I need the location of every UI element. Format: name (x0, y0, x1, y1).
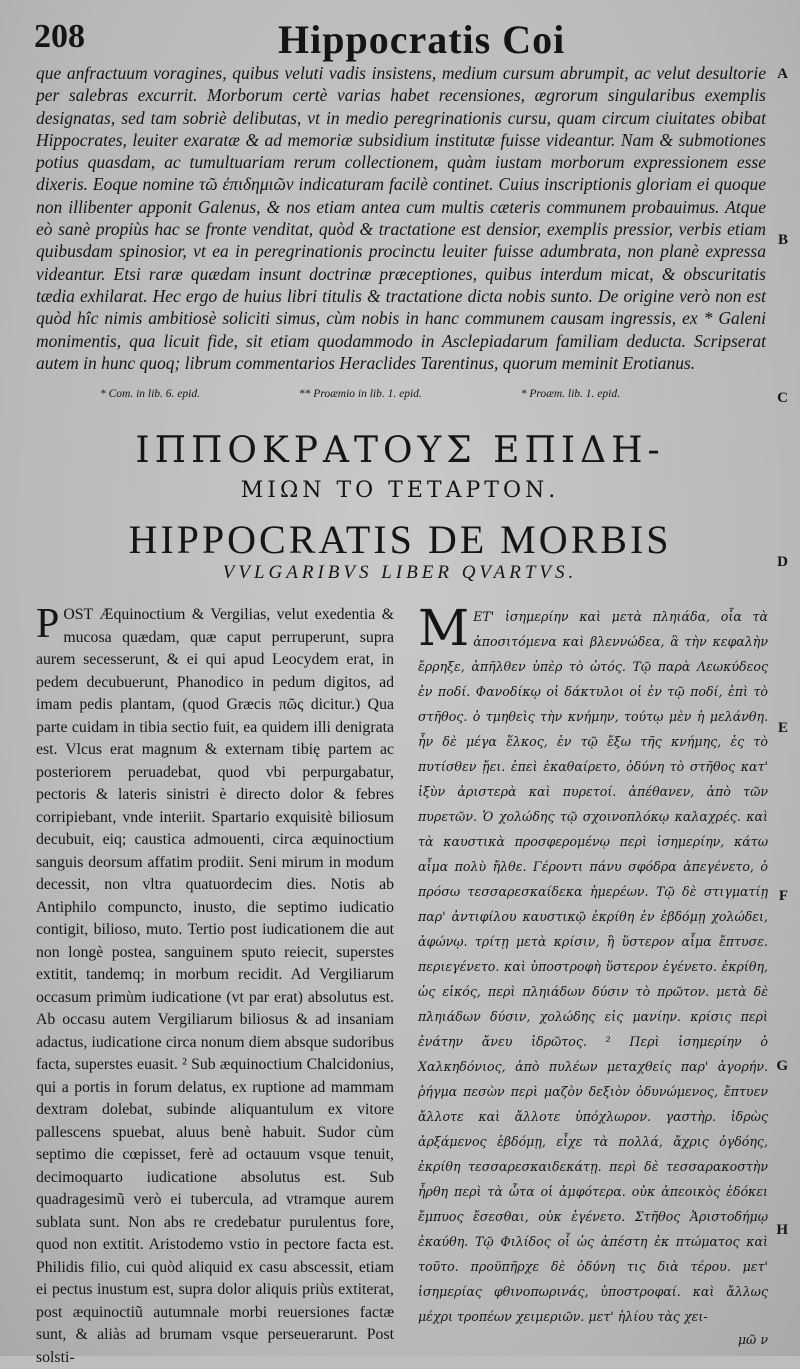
marginal-letter-g: G (776, 1058, 788, 1074)
page-number: 208 (34, 18, 85, 55)
greek-dropcap: Μ (418, 599, 470, 657)
catchword: μῶ ν (737, 1332, 768, 1347)
greek-column-text: ΕΤ' ἰσημερίην καὶ μετὰ πληιάδα, οἷα τὰ ἀποσιτόμενα καὶ βλεννώδεα, ἃ τὴν κεφαλὴν ἔρρηξε, ἀπῆλθεν ὑπὲρ τὸ ὠτός. Τῷ παρὰ Λεωκύδεος ἐν ποδί. Φανοδίκῳ οἱ δάκτυλοι οἱ ἐν τῷ ποδί, ἐπὶ τὸ στῆθος. ὁ τμηθεὶς τὴν κνήμην, τούτῳ μὲν ἡ μελάνθη. ἦν δὲ μέγα ἕλκος, ἐν τῷ ἔξω τῆς κνήμης, ἐς τὸ πυτίσθεν ᾔει. ἐπεὶ ἐκαθαίρετο, ὀδύνη τὸ στῆθος κατ' ἰξὺν ἀριστερὰ καὶ πυρετοί. ἀπέθανεν, ἀπὸ τῶν πυρετῶν. Ὁ χολώδης τῷ σχοινοπλόκῳ καλαχρές. καὶ τὰ καυστικὰ προσφερομένῳ περὶ ἰσημερίην, κάτω αἷμα πολὺ ἤλθε. Γέροντι πάνυ σφόδρα ἀπεγένετο, ὁ πρόσω τεσσαρεσκαίδεκα ἡμερέων. Τῷ δὲ στιγματίῃ παρ' ἀντιφίλου καυστικῷ ἐκρίθη ἐν ἑβδόμῃ χολώδει, ἀφώνῳ. τρίτῃ μετὰ κρίσιν, ἢ ὕστερον αἷμα ἔπτυσε. περιεγένετο. καὶ ὑποστροφὴ ὕστερον ἐγένετο. ἐκρίθη, ὡς εἰκός, περὶ πληιάδων δύσιν τὸ πρῶτον. μετὰ δὲ πληιάδων δύσιν, χολώδης εἰς μανίην. κρίσις περὶ ἐνάτην ἄνευ ἱδρῶτος. ² Περὶ ἰσημερίην ὁ Χαλκηδόνιος, ἀπὸ πυλέων μεταχθείς παρ' ἀγορήν. ῥήγμα πεσὼν περὶ μαζὸν δεξιὸν ὀδυνώμενος, ἔπτυεν ἄλλοτε καὶ ἄλλοτε ὑπόχλωρον. γαστὴρ. ἱδρὼς ἀρξάμενος ἑβδόμῃ, εἶχε τὰ πολλά, ἄχρις ὀγδόης, ἐκρίθη τεσσαρεσκαιδεκάτῃ. περὶ δὲ τεσσαρακοστὴν ἦρθη περὶ τὰ ὦτα οἱ ἀμφότερα. οὐκ ἀπεοικὸς ἐδόκει ἔμπυος ἔσεσθαι, οὐκ ἐγένετο. Στῆθος Ἀριστοδήμῳ ἐκαύθη. Τῷ Φιλίδος οἷ ὡς ἀπέστη ἐκ πτώματος καὶ τοῦτο. προϋπῆρχε δὲ ὀδύνη τις διὰ τέρου. μετ' ἰσημερίας φθινοπωρινάς, ὑποστροφαί. καὶ ἄλλως μέχρι τροπέων χειμεριῶν. μετ' ἡλίου τὰς χει- (418, 609, 768, 1324)
footnote-1: * Com. in lib. 6. epid. (100, 388, 200, 400)
latin-column (36, 601, 394, 1369)
footnote-3: * Proæm. lib. 1. epid. (520, 388, 620, 400)
marginal-letter-a: A (777, 66, 788, 82)
marginal-letter-d: D (777, 554, 788, 570)
preface-paragraph: que anfractuum voragines, quibus veluti vadis insistens, medium cursum abrumpit, ac velut desultorie per salebras excurrit. Morborum certè varias habet recensiones, ægrorum singularibus exemplis designatas, sed tam sobriè delibutas, vt in medio peregrinationis cursu, quam circum ciuitates obibat Hippocrates, leuiter exaratæ & ad memoriæ subsidium institutæ fuisse videantur. Nam & submotiones potius quasdam, ac tumultuariam rerum collectionem, quàm iustam morborum expressionem esse dixeris. Eoque nomine τῶ ἐπιδημιῶν indicaturam facilè continet. Cuius inscriptionis gloriam ei quoque non illibenter apponit Galenus, & nos etiam antea cum multis cæteris communem probauimus. Atque eò sanè propiùs hac se fronte venditat, quòd & tractatione est densior, exemplis pressior, verbis etiam quibusdam spinosior, vt ea in peregrinationis procinctu leuiter fuisse adumbrata, non planè expressa videantur. Etsi raræ quædam insunt doctrinæ præceptiones, quibus interdum micat, & obscuritatis tædia exhilarat. Hec ergo de huius libri titulis & tractatione dicta nobis sunto. De origine verò non est quòd hîc nimis ambitiosè soliciti simus, cùm nobis in hanc communem causam ingressis, ex * Galeni monimentis, qua licuit fide, sit etiam quodammodo in Asclepiadarum familiam deducta. Scripserat autem in hunc quoq; librum commentarios Heraclides Tarentinus, quorum meminit Erotianus. (36, 63, 766, 373)
latin-dropcap: P (36, 601, 60, 647)
latin-column-text: OST Æquinoctium & Vergilias, velut exedentia & mucosa quædam, quæ caput perruperunt, supra aurem secesserunt, & ei qui apud Leocydem erat, in pedem decubuerunt, Phanodico in pedum digitos, ad imam pedis plantam, (quod Græcis πῶς dicitur.) Qua parte cuidam in tibia sectio fuit, ea quidem illi denigrata est. Vlcus erat magnum & externam tibię partem ac posteriorem peruadebat, quod vbi perpurgabatur, pectoris & lateris sinistri è directo dolor & febres corripiebant, vnde interiit. Spartario exquisitè biliosum decubuit, eiq; caustica admouenti, circa æquinoctium sanguis deorsum affatim prodiit. Seni mirum in modum decessit, non vltra quatuordecim dies. Notis ab Antiphilo compuncto, inusto, die septimo iudicatio contigit, bilioso, muto. Tertio post iudicationem die aut non longè postea, sanguinem sputo reiecit, superstes extitit, tandemq; in morbum recidit. Ad Vergiliarum occasum primùm iudicatione (vt par erat) absolutus est. Ab occasu autem Vergiliarum biliosus & ad insaniam adactus, iudicatione circa nonum diem absque sudoribus facta, superstes euasit. ² Sub æquinoctium Chalcidonius, qui a portis in forum delatus, ex ruptione ad mammam dextram dolebat, subinde aliquantulum ex vitore pallescens spuebat, aluus benè habuit. Sudor cùm septimo die cœpisset, ferè ad octauum vsque tenuit, decimoquarto iudicatione absolutus est. Sub quadragesimũ verò ei tubercula, ad vtramque aurem sublata sunt. Non abs re credebatur purulentus fore, quod non extitit. Aristodemo vstio in pectore facta est. Philidis filio, cui quòd aliquid ex casu abscessit, etiam ei pectus inustum est, supra dolor aliquis priùs extiterat, post æquinoctiũ autumnale morbi reuersiones factæ sunt, & aliàs ad brumam vsque perseuerarunt. Post solsti- (36, 606, 394, 1366)
preface-text (36, 62, 766, 374)
marginal-letter-h: H (776, 1222, 788, 1238)
greek-title-line-1: ΙΠΠΟΚΡΑΤΟΥΣ ΕΠΙΔΗ- (135, 430, 665, 471)
marginal-letter-e: E (777, 720, 788, 736)
marginal-letter-c: C (777, 390, 788, 406)
latin-title-line-1: HIPPOCRATIS DE MORBIS (128, 517, 672, 562)
footnotes (100, 388, 620, 400)
page-header (28, 6, 760, 66)
footnote-2: ** Proæmio in lib. 1. epid. (298, 388, 422, 400)
running-title: Hippocratis Coi (278, 17, 566, 62)
marginal-letter-b: B (777, 232, 788, 248)
marginal-letter-f: F (778, 888, 788, 904)
greek-title-line-2: ΜΙΩΝ ΤΟ ΤΕΤΑΡΤΟΝ. (240, 478, 560, 503)
greek-column (418, 599, 768, 1352)
latin-title-line-2: VVLGARIBVS LIBER QVARTVS. (222, 562, 578, 583)
